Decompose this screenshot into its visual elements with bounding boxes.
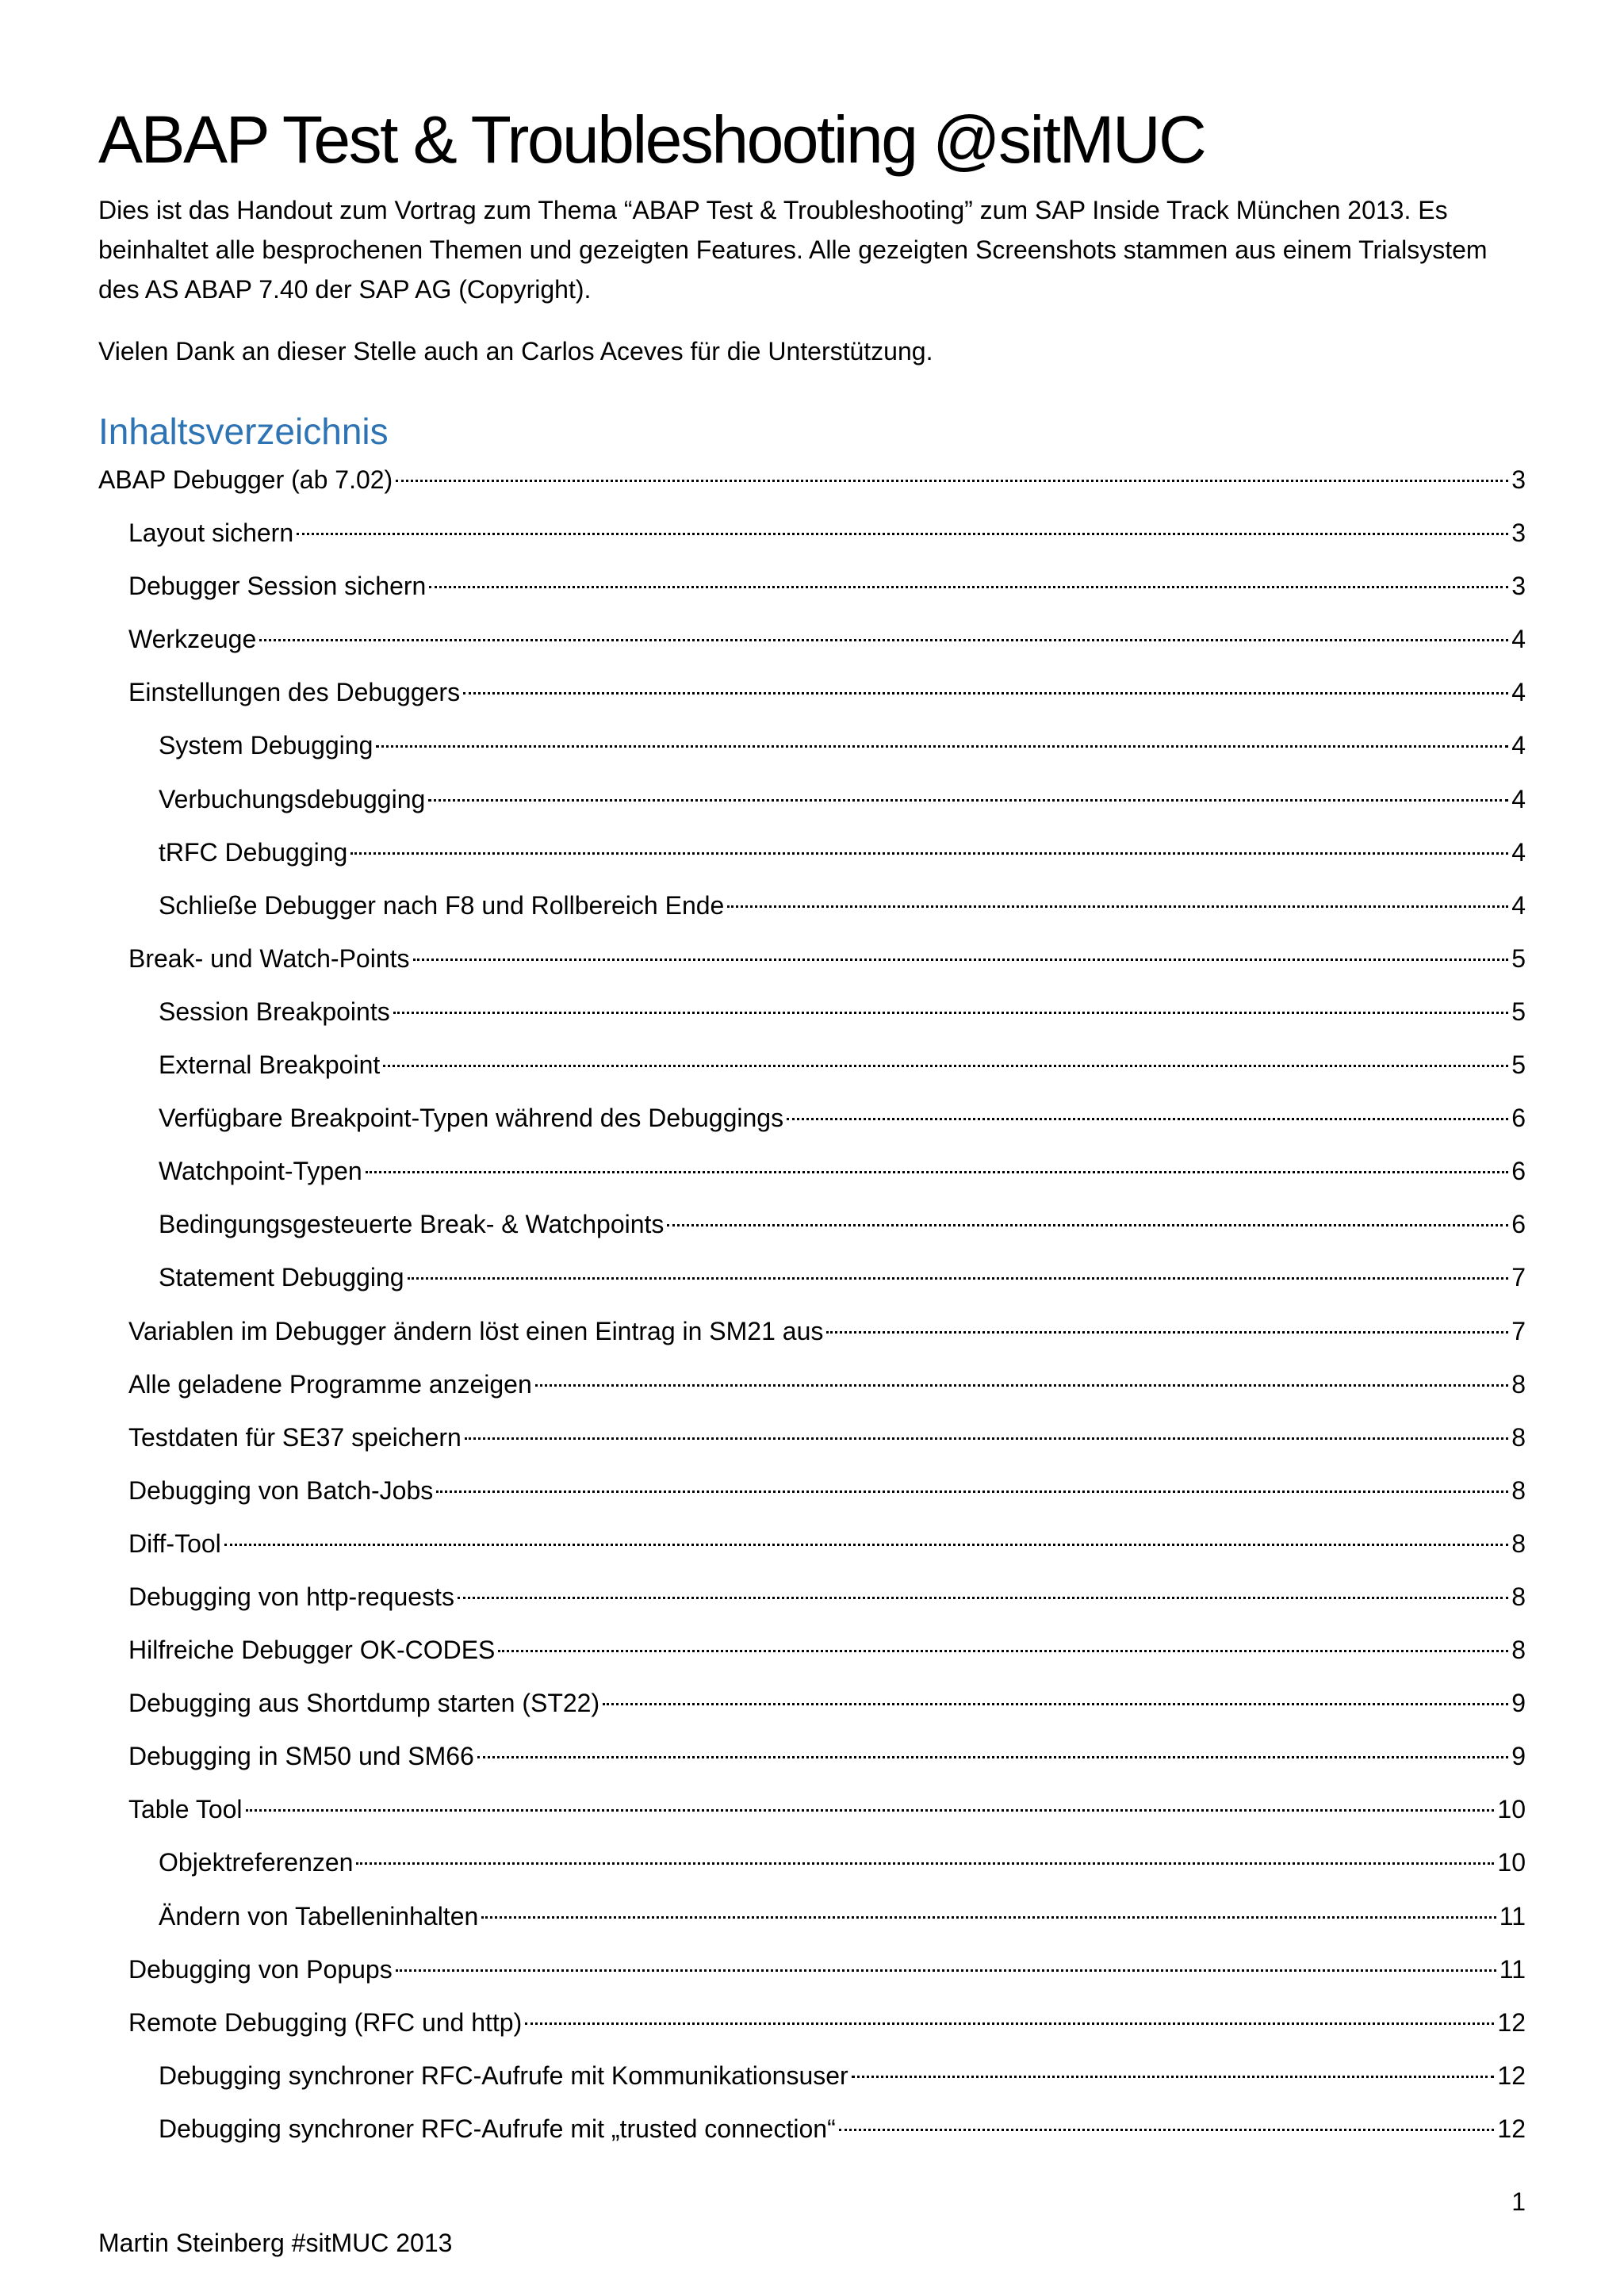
toc-dot-leader — [481, 1916, 1496, 1919]
toc-dot-leader — [396, 480, 1508, 482]
toc-entry-title: Testdaten für SE37 speichern — [128, 1422, 462, 1452]
toc-entry-page: 8 — [1511, 1369, 1526, 1399]
toc-entry-page: 3 — [1511, 465, 1526, 494]
toc-entry-title: Debugging synchroner RFC-Aufrufe mit Kommunikationsuser — [159, 2061, 848, 2090]
toc-entry-page: 6 — [1511, 1157, 1526, 1186]
toc-dot-leader — [603, 1703, 1508, 1705]
toc-dot-leader — [525, 2022, 1494, 2025]
toc-entry-page: 9 — [1511, 1689, 1526, 1718]
toc-entry[interactable] — [98, 1204, 1526, 1257]
toc-dot-leader — [383, 1065, 1508, 1067]
toc-entry[interactable] — [98, 2056, 1526, 2109]
thanks-paragraph: Vielen Dank an dieser Stelle auch an Carlos Aceves für die Unterstützung. — [98, 337, 933, 365]
toc-entry-title: Debugging in SM50 und SM66 — [128, 1742, 474, 1771]
toc-entry[interactable] — [98, 886, 1526, 939]
toc-dot-leader — [458, 1597, 1508, 1599]
toc-entry[interactable] — [98, 1789, 1526, 1843]
toc-entry[interactable] — [98, 619, 1526, 672]
toc-dot-leader — [428, 799, 1508, 802]
toc-dot-leader — [376, 745, 1508, 748]
toc-entry[interactable] — [98, 1896, 1526, 1950]
toc-entry[interactable] — [98, 992, 1526, 1045]
toc-entry-page: 4 — [1511, 837, 1526, 867]
toc-entry[interactable] — [98, 1098, 1526, 1151]
toc-entry-page: 5 — [1511, 1050, 1526, 1080]
toc-entry[interactable] — [98, 672, 1526, 725]
toc-entry[interactable] — [98, 1045, 1526, 1098]
toc-entry[interactable] — [98, 460, 1526, 513]
toc-dot-leader — [350, 852, 1508, 855]
toc-entry-title: Bedingungsgesteuerte Break- & Watchpoints — [159, 1210, 665, 1239]
toc-entry-page: 10 — [1497, 1795, 1526, 1824]
toc-entry[interactable] — [98, 1257, 1526, 1311]
toc-entry-page: 11 — [1499, 1954, 1526, 1984]
toc-entry[interactable] — [98, 1736, 1526, 1789]
toc-entry-title: Watchpoint-Typen — [159, 1157, 362, 1186]
toc-entry-page: 4 — [1511, 678, 1526, 707]
toc-dot-leader — [259, 639, 1508, 641]
toc-entry-page: 5 — [1511, 997, 1526, 1026]
toc-entry[interactable] — [98, 1683, 1526, 1736]
toc-dot-leader — [477, 1756, 1508, 1758]
toc-entry-page: 6 — [1511, 1210, 1526, 1239]
toc-entry-title: Variablen im Debugger ändern löst einen Eintrag in SM21 aus — [128, 1316, 824, 1345]
toc-entry[interactable] — [98, 1524, 1526, 1577]
toc-dot-leader — [297, 533, 1508, 535]
toc-dot-leader — [246, 1809, 1495, 1812]
toc-entry-page: 3 — [1511, 519, 1526, 548]
toc-dot-leader — [408, 1277, 1509, 1280]
toc-entry-page: 7 — [1511, 1263, 1526, 1292]
toc-entry[interactable] — [98, 513, 1526, 566]
toc-entry-title: Einstellungen des Debuggers — [128, 678, 461, 707]
toc-dot-leader — [465, 1437, 1508, 1440]
toc-entry-title: Ändern von Tabelleninhalten — [159, 1901, 479, 1931]
toc-entry-title: tRFC Debugging — [159, 837, 348, 867]
toc-entry[interactable] — [98, 1418, 1526, 1471]
toc-entry[interactable] — [98, 939, 1526, 992]
toc-entry[interactable] — [98, 1630, 1526, 1683]
toc-entry-title: Debugging synchroner RFC-Aufrufe mit „trusted connection“ — [159, 2114, 836, 2143]
toc-entry-title: External Breakpoint — [159, 1050, 381, 1080]
toc-dot-leader — [436, 1490, 1508, 1493]
toc-entry-title: Layout sichern — [128, 519, 294, 548]
toc-dot-leader — [667, 1224, 1508, 1226]
toc-entry-title: ABAP Debugger (ab 7.02) — [98, 465, 393, 494]
toc-entry-page: 4 — [1511, 890, 1526, 920]
toc-entry[interactable] — [98, 832, 1526, 886]
toc-entry-title: Objektreferenzen — [159, 1848, 354, 1877]
toc-entry-page: 4 — [1511, 784, 1526, 813]
toc-entry-page: 11 — [1499, 1901, 1526, 1931]
toc-entry-page: 8 — [1511, 1422, 1526, 1452]
toc-entry[interactable] — [98, 2109, 1526, 2162]
toc-entry-page: 7 — [1511, 1316, 1526, 1345]
toc-dot-leader — [787, 1118, 1508, 1120]
toc-entry-title: Werkzeuge — [128, 625, 257, 654]
document-title: ABAP Test & Troubleshooting @sitMUC — [98, 102, 1205, 177]
toc-dot-leader — [393, 1012, 1508, 1014]
toc-entry-page: 6 — [1511, 1104, 1526, 1133]
toc-entry-page: 4 — [1511, 625, 1526, 654]
toc-entry-title: Remote Debugging (RFC und http) — [128, 2007, 523, 2037]
toc-entry-title: Debugging von http-requests — [128, 1582, 454, 1611]
toc-dot-leader — [535, 1384, 1508, 1387]
toc-entry-title: Alle geladene Programme anzeigen — [128, 1369, 532, 1399]
toc-entry-page: 12 — [1497, 2007, 1526, 2037]
toc-dot-leader — [396, 1969, 1496, 1972]
toc-entry-page: 10 — [1497, 1848, 1526, 1877]
toc-entry[interactable] — [98, 779, 1526, 832]
intro-paragraph: Dies ist das Handout zum Vortrag zum Thema “ABAP Test & Troubleshooting” zum SAP Inside Track München 2013. Es beinhaltet alle besprochenen Themen und gezeigten Features. Alle gezeigten Screenshots stammen aus einem Trialsystem des AS ABAP 7.40 der SAP AG (Copyright). — [98, 196, 1488, 304]
toc-entry[interactable] — [98, 1843, 1526, 1896]
toc-dot-leader — [366, 1171, 1508, 1173]
toc-entry[interactable] — [98, 1311, 1526, 1364]
toc-entry-page: 4 — [1511, 731, 1526, 760]
toc-entry[interactable] — [98, 1471, 1526, 1524]
toc-entry-page: 8 — [1511, 1636, 1526, 1665]
toc-entry-title: Verbuchungsdebugging — [159, 784, 426, 813]
toc-dot-leader — [413, 959, 1509, 961]
toc-entry-title: System Debugging — [159, 731, 373, 760]
toc-entry[interactable] — [98, 1577, 1526, 1630]
table-of-contents — [98, 460, 1526, 2162]
toc-dot-leader — [356, 1862, 1494, 1865]
toc-entry-page: 3 — [1511, 572, 1526, 601]
toc-dot-leader — [826, 1331, 1508, 1334]
toc-entry-title: Debugger Session sichern — [128, 572, 427, 601]
toc-entry-title: Verfügbare Breakpoint-Typen während des Debuggings — [159, 1104, 784, 1133]
toc-entry[interactable] — [98, 1364, 1526, 1418]
toc-entry-title: Hilfreiche Debugger OK-CODES — [128, 1636, 496, 1665]
toc-entry-title: Debugging aus Shortdump starten (ST22) — [128, 1689, 600, 1718]
toc-entry-page: 9 — [1511, 1742, 1526, 1771]
toc-entry-page: 5 — [1511, 943, 1526, 973]
toc-entry-page: 8 — [1511, 1529, 1526, 1558]
toc-entry-page: 12 — [1497, 2061, 1526, 2090]
toc-dot-leader — [852, 2076, 1495, 2078]
toc-entry[interactable] — [98, 725, 1526, 779]
toc-entry-title: Break- und Watch-Points — [128, 943, 410, 973]
toc-dot-leader — [429, 586, 1508, 588]
toc-dot-leader — [498, 1650, 1508, 1652]
toc-entry-title: Statement Debugging — [159, 1263, 404, 1292]
page-number: 1 — [1511, 2187, 1526, 2216]
toc-entry-title: Session Breakpoints — [159, 997, 390, 1026]
toc-entry[interactable] — [98, 2003, 1526, 2056]
toc-entry-page: 8 — [1511, 1582, 1526, 1611]
toc-entry[interactable] — [98, 566, 1526, 619]
toc-entry[interactable] — [98, 1151, 1526, 1204]
toc-entry-page: 8 — [1511, 1475, 1526, 1505]
toc-heading: Inhaltsverzeichnis — [98, 411, 389, 452]
toc-entry[interactable] — [98, 1950, 1526, 2003]
toc-entry-title: Debugging von Popups — [128, 1954, 393, 1984]
toc-entry-page: 12 — [1497, 2114, 1526, 2143]
toc-entry-title: Schließe Debugger nach F8 und Rollbereich Ende — [159, 890, 725, 920]
toc-entry-title: Diff-Tool — [128, 1529, 221, 1558]
page-footer: Martin Steinberg #sitMUC 2013 — [98, 2229, 453, 2257]
toc-entry-title: Table Tool — [128, 1795, 243, 1824]
toc-entry-title: Debugging von Batch-Jobs — [128, 1475, 434, 1505]
toc-dot-leader — [727, 905, 1508, 908]
toc-dot-leader — [839, 2129, 1495, 2131]
toc-dot-leader — [463, 692, 1508, 695]
toc-dot-leader — [224, 1544, 1508, 1546]
